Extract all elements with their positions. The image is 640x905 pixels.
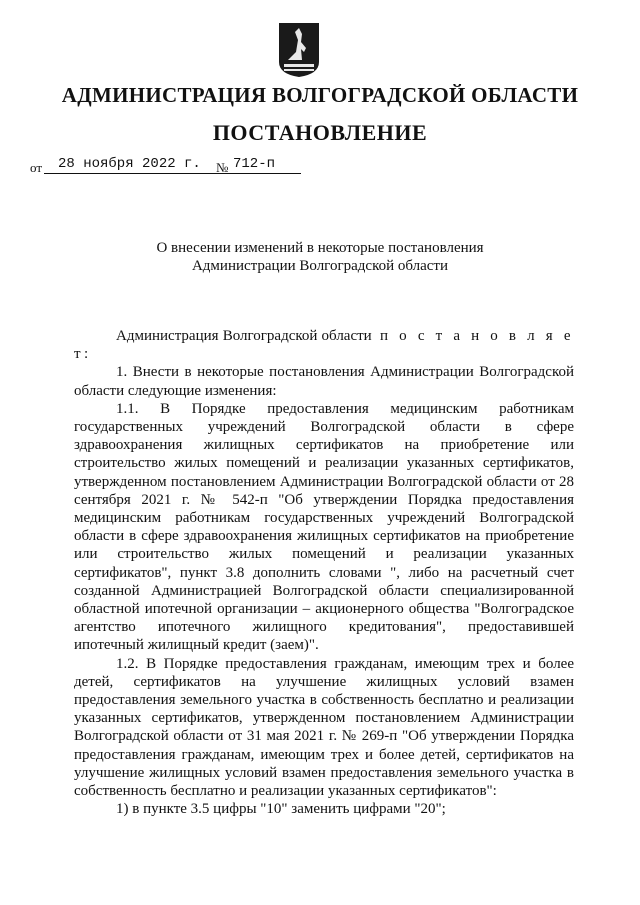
number-underline xyxy=(231,173,301,174)
paragraph-1-2: 1.2. В Порядке предоставления гражданам, имеющим трех и более детей, сертификатов на улучшение жилищных условий взамен предоставления земельного участка в собственность бесплатно и реализации указанных сертификатов, утвержденном постановлением Администрации Волгоградской области от 31 мая 2021 г. № 269-п "Об утверждении Порядка предоставления гражданам, имеющим трех и более детей, сертификатов на улучшение жилищных условий взамен предоставления земельного участка в собственность бесплатно и реализации указанных сертификатов": xyxy=(74,655,574,800)
date-label: от xyxy=(30,160,43,175)
subject-line-1: О внесении изменений в некоторые постановления xyxy=(156,240,484,256)
date-underline xyxy=(44,173,238,174)
paragraph-1-2-1: 1) в пункте 3.5 цифры "10" заменить цифрами "20"; xyxy=(116,801,446,818)
document-date: 28 ноября 2022 г. xyxy=(58,156,201,172)
document-subject xyxy=(0,239,640,275)
document-type-title: ПОСТАНОВЛЕНИЕ xyxy=(212,120,428,145)
paragraph-1: 1. Внести в некоторые постановления Администрации Волгоградской области следующие изменения: xyxy=(74,364,574,399)
volgograd-emblem-icon xyxy=(278,22,320,78)
intro-text: Администрация Волгоградской области xyxy=(116,328,372,344)
intro-resolves: п о с т а н о в л я е т: xyxy=(74,328,574,363)
document-body xyxy=(74,327,574,818)
subject-line-2: Администрации Волгоградской области xyxy=(191,258,449,274)
intro-paragraph xyxy=(74,327,574,363)
organization-title: АДМИНИСТРАЦИЯ ВОЛГОГРАДСКОЙ ОБЛАСТИ xyxy=(61,83,579,107)
document-date-number-line xyxy=(30,156,330,176)
document-number: 712-п xyxy=(233,156,276,172)
number-label: № xyxy=(216,160,229,175)
paragraph-1-1: 1.1. В Порядке предоставления медицинским работникам государственных учреждений Волгоградской области в сфере здравоохранения жилищных сертификатов на приобретение или строительство жилых помещений и реализации указанных сертификатов, утвержденном постановлением Администрации Волгоградской области от 28 сентября 2021 г. № 542-п "Об утверждении Порядка предоставления медицинским работникам государственных учреждений Волгоградской области в сфере здравоохранения жилищных сертификатов на приобретение или строительство жилых помещений и реализации указанных сертификатов", пункт 3.8 дополнить словами ", либо на расчетный счет созданной Администрацией Волгоградской области специализированной областной ипотечной организации – акционерного общества "Волгоградское агентство ипотечного жилищного кредитования", предоставившей ипотечный жилищный кредит (заем)". xyxy=(74,400,574,654)
